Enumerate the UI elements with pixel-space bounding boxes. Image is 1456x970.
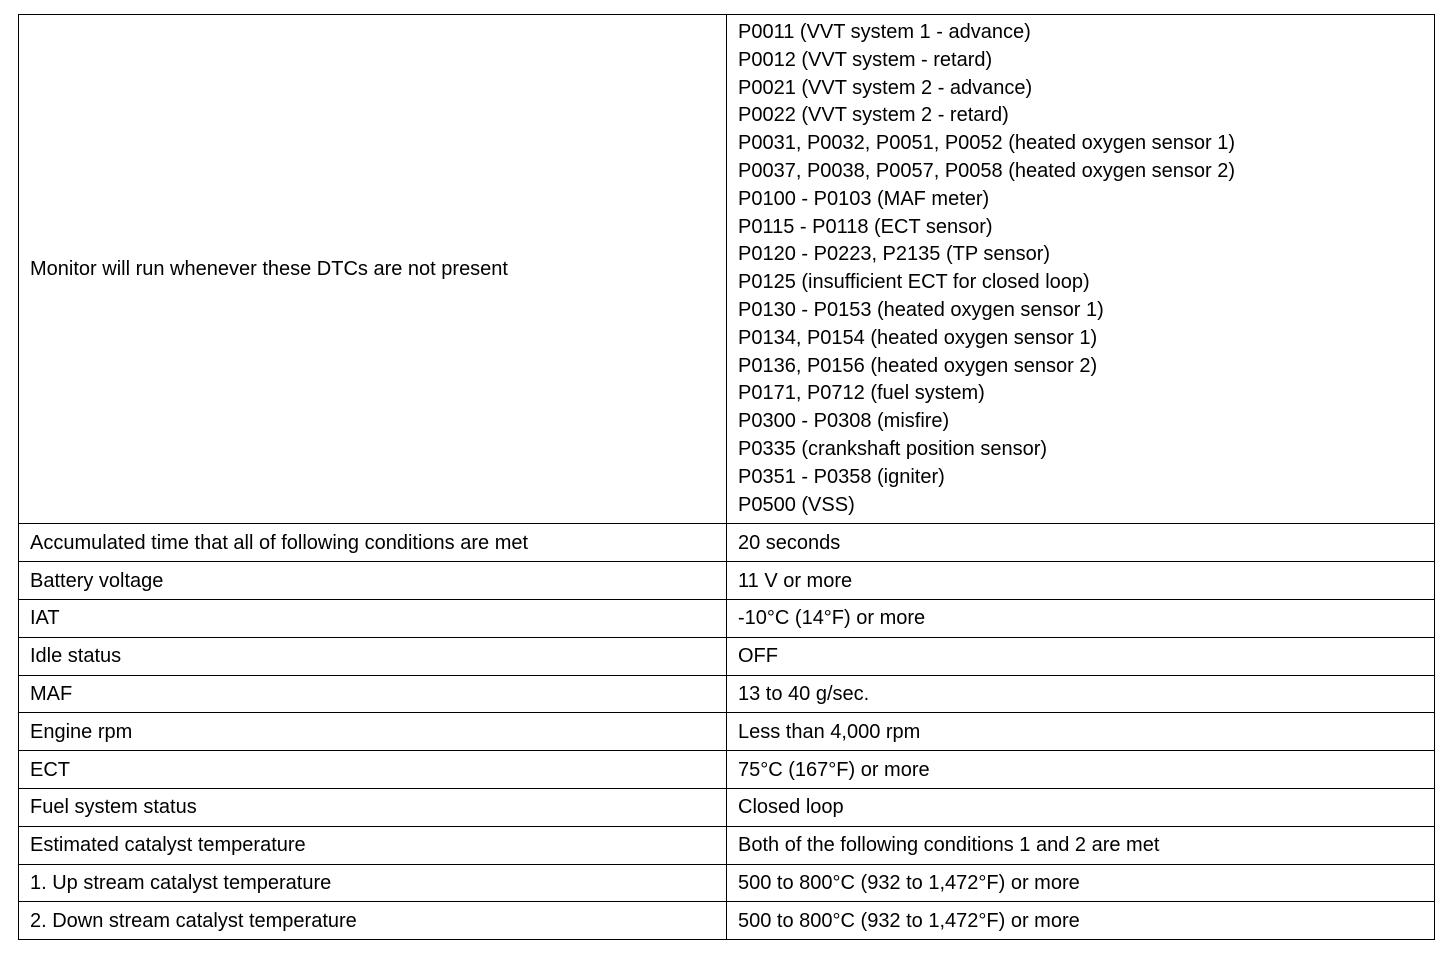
condition-value: Less than 4,000 rpm xyxy=(727,713,1435,751)
condition-value: 75°C (167°F) or more xyxy=(727,751,1435,789)
condition-label: IAT xyxy=(19,599,727,637)
condition-label: Idle status xyxy=(19,637,727,675)
table-row xyxy=(19,675,1435,713)
dtc-item: P0300 - P0308 (misfire) xyxy=(738,410,950,433)
condition-label: MAF xyxy=(19,675,727,713)
dtc-item: P0037, P0038, P0057, P0058 (heated oxygen sensor 2) xyxy=(738,159,1236,182)
dtc-item: P0031, P0032, P0051, P0052 (heated oxygen sensor 1) xyxy=(738,132,1236,155)
condition-label: 2. Down stream catalyst temperature xyxy=(19,902,727,940)
dtc-item: P0500 (VSS) xyxy=(738,493,855,516)
condition-label: 1. Up stream catalyst temperature xyxy=(19,864,727,902)
condition-value: OFF xyxy=(727,637,1435,675)
condition-value: 11 V or more xyxy=(727,562,1435,600)
condition-value: -10°C (14°F) or more xyxy=(727,599,1435,637)
condition-label: Battery voltage xyxy=(19,562,727,600)
condition-label: Estimated catalyst temperature xyxy=(19,826,727,864)
condition-label: Monitor will run whenever these DTCs are not present xyxy=(19,15,727,524)
table-row xyxy=(19,599,1435,637)
dtc-item: P0125 (insufficient ECT for closed loop) xyxy=(738,271,1090,294)
dtc-item: P0021 (VVT system 2 - advance) xyxy=(738,76,1033,99)
condition-label: Engine rpm xyxy=(19,713,727,751)
table-row xyxy=(19,637,1435,675)
dtc-item: P0130 - P0153 (heated oxygen sensor 1) xyxy=(738,298,1104,321)
dtc-item: P0120 - P0223, P2135 (TP sensor) xyxy=(738,243,1051,266)
dtc-item: P0115 - P0118 (ECT sensor) xyxy=(738,215,993,238)
condition-value: Closed loop xyxy=(727,788,1435,826)
table-row xyxy=(19,864,1435,902)
dtc-item: P0134, P0154 (heated oxygen sensor 1) xyxy=(738,326,1098,349)
table-row xyxy=(19,562,1435,600)
dtc-item: P0136, P0156 (heated oxygen sensor 2) xyxy=(738,354,1098,377)
table-row xyxy=(19,826,1435,864)
condition-value: 20 seconds xyxy=(727,524,1435,562)
dtc-item: P0011 (VVT system 1 - advance) xyxy=(738,21,1031,43)
table-row xyxy=(19,524,1435,562)
condition-value: Both of the following conditions 1 and 2 are met xyxy=(727,826,1435,864)
table-row xyxy=(19,751,1435,789)
table-row xyxy=(19,788,1435,826)
dtc-item: P0022 (VVT system 2 - retard) xyxy=(738,104,1009,127)
condition-value: 13 to 40 g/sec. xyxy=(727,675,1435,713)
condition-label: Accumulated time that all of following conditions are met xyxy=(19,524,727,562)
condition-value: 500 to 800°C (932 to 1,472°F) or more xyxy=(727,864,1435,902)
table-row xyxy=(19,713,1435,751)
condition-label: Fuel system status xyxy=(19,788,727,826)
dtc-item: P0012 (VVT system - retard) xyxy=(738,48,993,71)
dtc-item: P0171, P0712 (fuel system) xyxy=(738,382,985,405)
dtc-item: P0335 (crankshaft position sensor) xyxy=(738,437,1048,460)
dtc-item: P0351 - P0358 (igniter) xyxy=(738,465,945,488)
monitor-conditions-table xyxy=(18,14,1435,940)
condition-label: ECT xyxy=(19,751,727,789)
dtc-item: P0100 - P0103 (MAF meter) xyxy=(738,187,990,210)
table-row xyxy=(19,902,1435,940)
condition-value: 500 to 800°C (932 to 1,472°F) or more xyxy=(727,902,1435,940)
table-row xyxy=(19,15,1435,524)
dtc-list xyxy=(727,15,1435,524)
